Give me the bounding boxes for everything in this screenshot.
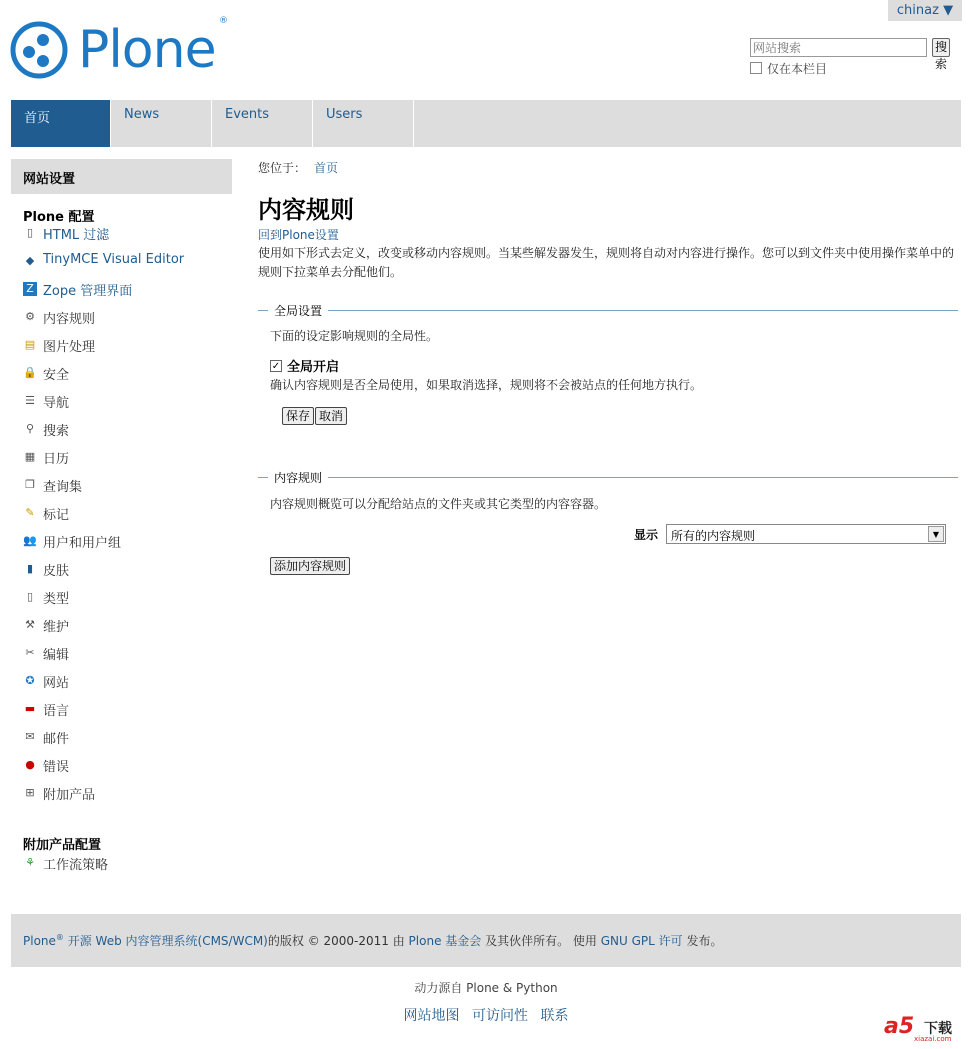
footer-license-link[interactable]: GNU GPL 许可 — [600, 934, 683, 948]
only-here-checkbox[interactable] — [750, 62, 762, 74]
lock-icon: 🔒 — [23, 366, 37, 379]
calendar-icon: ▦ — [24, 450, 36, 463]
global-enable-row[interactable] — [270, 356, 339, 375]
site-icon: ✪ — [25, 674, 35, 687]
skin-icon: ▮ — [26, 562, 34, 575]
sidebar-item[interactable]: ✂ 编辑 — [23, 644, 184, 672]
breadcrumb-prefix: 您位于： — [258, 161, 307, 175]
document-icon: ▯ — [26, 590, 34, 603]
cancel-button[interactable]: 取消 — [315, 407, 347, 425]
sidebar-item[interactable]: ▯ 类型 — [23, 588, 184, 616]
logo-registered: ® — [219, 16, 228, 26]
global-enable-label: 全局开启 — [287, 360, 340, 375]
sidebar-section-plone-config: Plone 配置 — [23, 210, 95, 225]
image-icon: ▤ — [24, 338, 36, 351]
footer-cms-text: 开源 Web 内容管理系统(CMS/WCM) — [63, 934, 268, 948]
rules-icon: ⚙ — [25, 310, 35, 323]
watermark-sub: xiazai.com — [914, 1035, 952, 1043]
sidebar-item[interactable]: ⚒ 维护 — [23, 616, 184, 644]
sidebar-item[interactable]: ▯ HTML 过滤 — [23, 224, 184, 252]
sidebar-section-addon-config: 附加产品配置 — [23, 838, 102, 853]
sidebar-item[interactable]: ▬ 语言 — [24, 702, 70, 719]
zope-icon: Z — [23, 282, 37, 296]
nav-item-events[interactable]: Events — [212, 100, 313, 147]
mail-icon: ✉ — [25, 730, 35, 743]
scissors-icon: ✂ — [25, 646, 35, 659]
back-to-settings-link[interactable]: 回到Plone设置 — [258, 228, 339, 242]
only-here-label: 仅在本栏目 — [767, 62, 828, 76]
site-actions — [0, 1005, 972, 1025]
plone-logo-icon — [10, 21, 68, 79]
sidebar-config-list — [23, 224, 184, 812]
sidebar-item[interactable]: ☰ 导航 — [23, 392, 184, 420]
addon-icon: ⊞ — [25, 786, 35, 799]
legend-content-rules: 内容规则 — [268, 469, 328, 486]
sidebar-item[interactable]: ⊞ 附加产品 — [23, 784, 184, 812]
sidebar-item[interactable]: ⚘ 工作流策略 — [23, 854, 108, 882]
page-title: 内容规则 — [258, 196, 354, 224]
fieldset-global-settings — [258, 310, 958, 311]
search-icon: ⚲ — [25, 422, 35, 435]
fieldset-content-rules — [258, 477, 958, 478]
save-button[interactable]: 保存 — [282, 407, 314, 425]
chevron-down-icon[interactable]: ▼ — [928, 526, 944, 542]
workflow-icon: ⚘ — [25, 856, 35, 869]
nav-item-users[interactable]: Users — [313, 100, 414, 147]
users-icon: 👥 — [23, 534, 37, 547]
sidebar-item[interactable]: ✎ 标记 — [23, 504, 184, 532]
sidebar-title[interactable]: 网站设置 — [11, 159, 232, 194]
site-logo[interactable] — [10, 20, 216, 80]
flag-icon: ▬ — [24, 702, 36, 715]
sidebar-item[interactable]: ✉ 邮件 — [23, 728, 184, 756]
global-settings-help: 下面的设定影响规则的全局性。 — [270, 329, 439, 343]
sidebar-item[interactable]: ● 错误 — [23, 756, 184, 784]
user-menu[interactable]: chinaz ▼ — [888, 0, 962, 21]
sidebar-item[interactable]: 🔒 安全 — [23, 366, 70, 383]
sidebar-item[interactable]: ⚲ 搜索 — [23, 420, 184, 448]
error-icon: ● — [25, 758, 35, 771]
search-input[interactable] — [750, 38, 927, 57]
legend-global-settings: 全局设置 — [268, 302, 328, 319]
wrench-icon: ⚒ — [25, 618, 35, 631]
page-description: 使用如下形式去定义，改变或移动内容规则。当某些解发器发生，规则将自动对内容进行操作。您可以到文件夹中使用操作菜单中的规则下拉菜单去分配他们。 — [258, 246, 955, 279]
nav-item-home[interactable]: 首页 — [11, 100, 111, 147]
pencil-icon: ✎ — [25, 506, 35, 519]
powered-by: 动力源自 Plone & Python — [414, 981, 558, 995]
sidebar-item[interactable]: ❐ 查询集 — [23, 476, 184, 504]
add-content-rule-button[interactable]: 添加内容规则 — [270, 557, 350, 575]
footer-foundation-link[interactable]: Plone 基金会 — [408, 934, 482, 948]
search-box — [750, 38, 948, 76]
collection-icon: ❐ — [25, 478, 35, 491]
footer-colophon — [11, 914, 961, 967]
document-icon: ▯ — [26, 226, 34, 239]
accessibility-link[interactable]: 可访问性 — [472, 1008, 528, 1024]
sidebar-item[interactable]: Z Zope 管理界面 — [23, 280, 184, 308]
search-only-here[interactable] — [750, 60, 827, 77]
footer-text: 发布。 — [682, 934, 723, 948]
footer-text: 的版权 © 2000-2011 由 — [267, 934, 409, 948]
search-button[interactable]: 搜索 — [932, 38, 950, 57]
sidebar-item[interactable]: ⚙ 内容规则 — [23, 308, 184, 336]
global-enable-checkbox[interactable]: ✓ — [271, 360, 281, 372]
sidebar-item[interactable]: ◆ TinyMCE Visual Editor — [23, 252, 184, 280]
sidebar-item[interactable]: ✪ 网站 — [23, 672, 184, 700]
sidebar-item[interactable]: ▤ 图片处理 — [24, 338, 96, 355]
sitemap-link[interactable]: 网站地图 — [403, 1008, 460, 1024]
footer-reg-mark: ® — [55, 933, 64, 942]
breadcrumb — [258, 159, 338, 176]
navigation-icon: ☰ — [25, 394, 35, 407]
watermark-mark: a5 — [884, 1014, 915, 1039]
tinymce-icon: ◆ — [25, 254, 35, 267]
show-filter-label: 显示 — [634, 528, 659, 542]
show-filter-value: 所有的内容规则 — [671, 529, 756, 543]
nav-item-news[interactable]: News — [111, 100, 212, 147]
content-rules-help: 内容规则概览可以分配给站点的文件夹或其它类型的内容容器。 — [270, 497, 607, 511]
a5-watermark-logo — [884, 1014, 962, 1044]
sidebar-addon-list — [23, 854, 108, 882]
watermark-text: 下载 — [924, 1021, 952, 1037]
footer-plone-text: Plone — [23, 934, 56, 948]
main-navigation — [11, 100, 961, 147]
sidebar-item[interactable]: ▦ 日历 — [24, 450, 70, 467]
global-enable-help: 确认内容规则是否全局使用，如果取消选择，规则将不会被站点的任何地方执行。 — [270, 378, 703, 392]
footer-text: 及其伙伴所有。 使用 — [481, 934, 601, 948]
footer-plone-link[interactable] — [23, 934, 268, 948]
contact-link[interactable]: 联系 — [540, 1008, 569, 1024]
sidebar-item[interactable]: ▮ 皮肤 — [23, 560, 184, 588]
sidebar-item[interactable]: 👥 用户和用户组 — [23, 534, 122, 551]
show-filter-select[interactable] — [666, 524, 946, 544]
breadcrumb-home[interactable]: 首页 — [314, 161, 339, 175]
logo-text: Plone — [78, 20, 216, 80]
